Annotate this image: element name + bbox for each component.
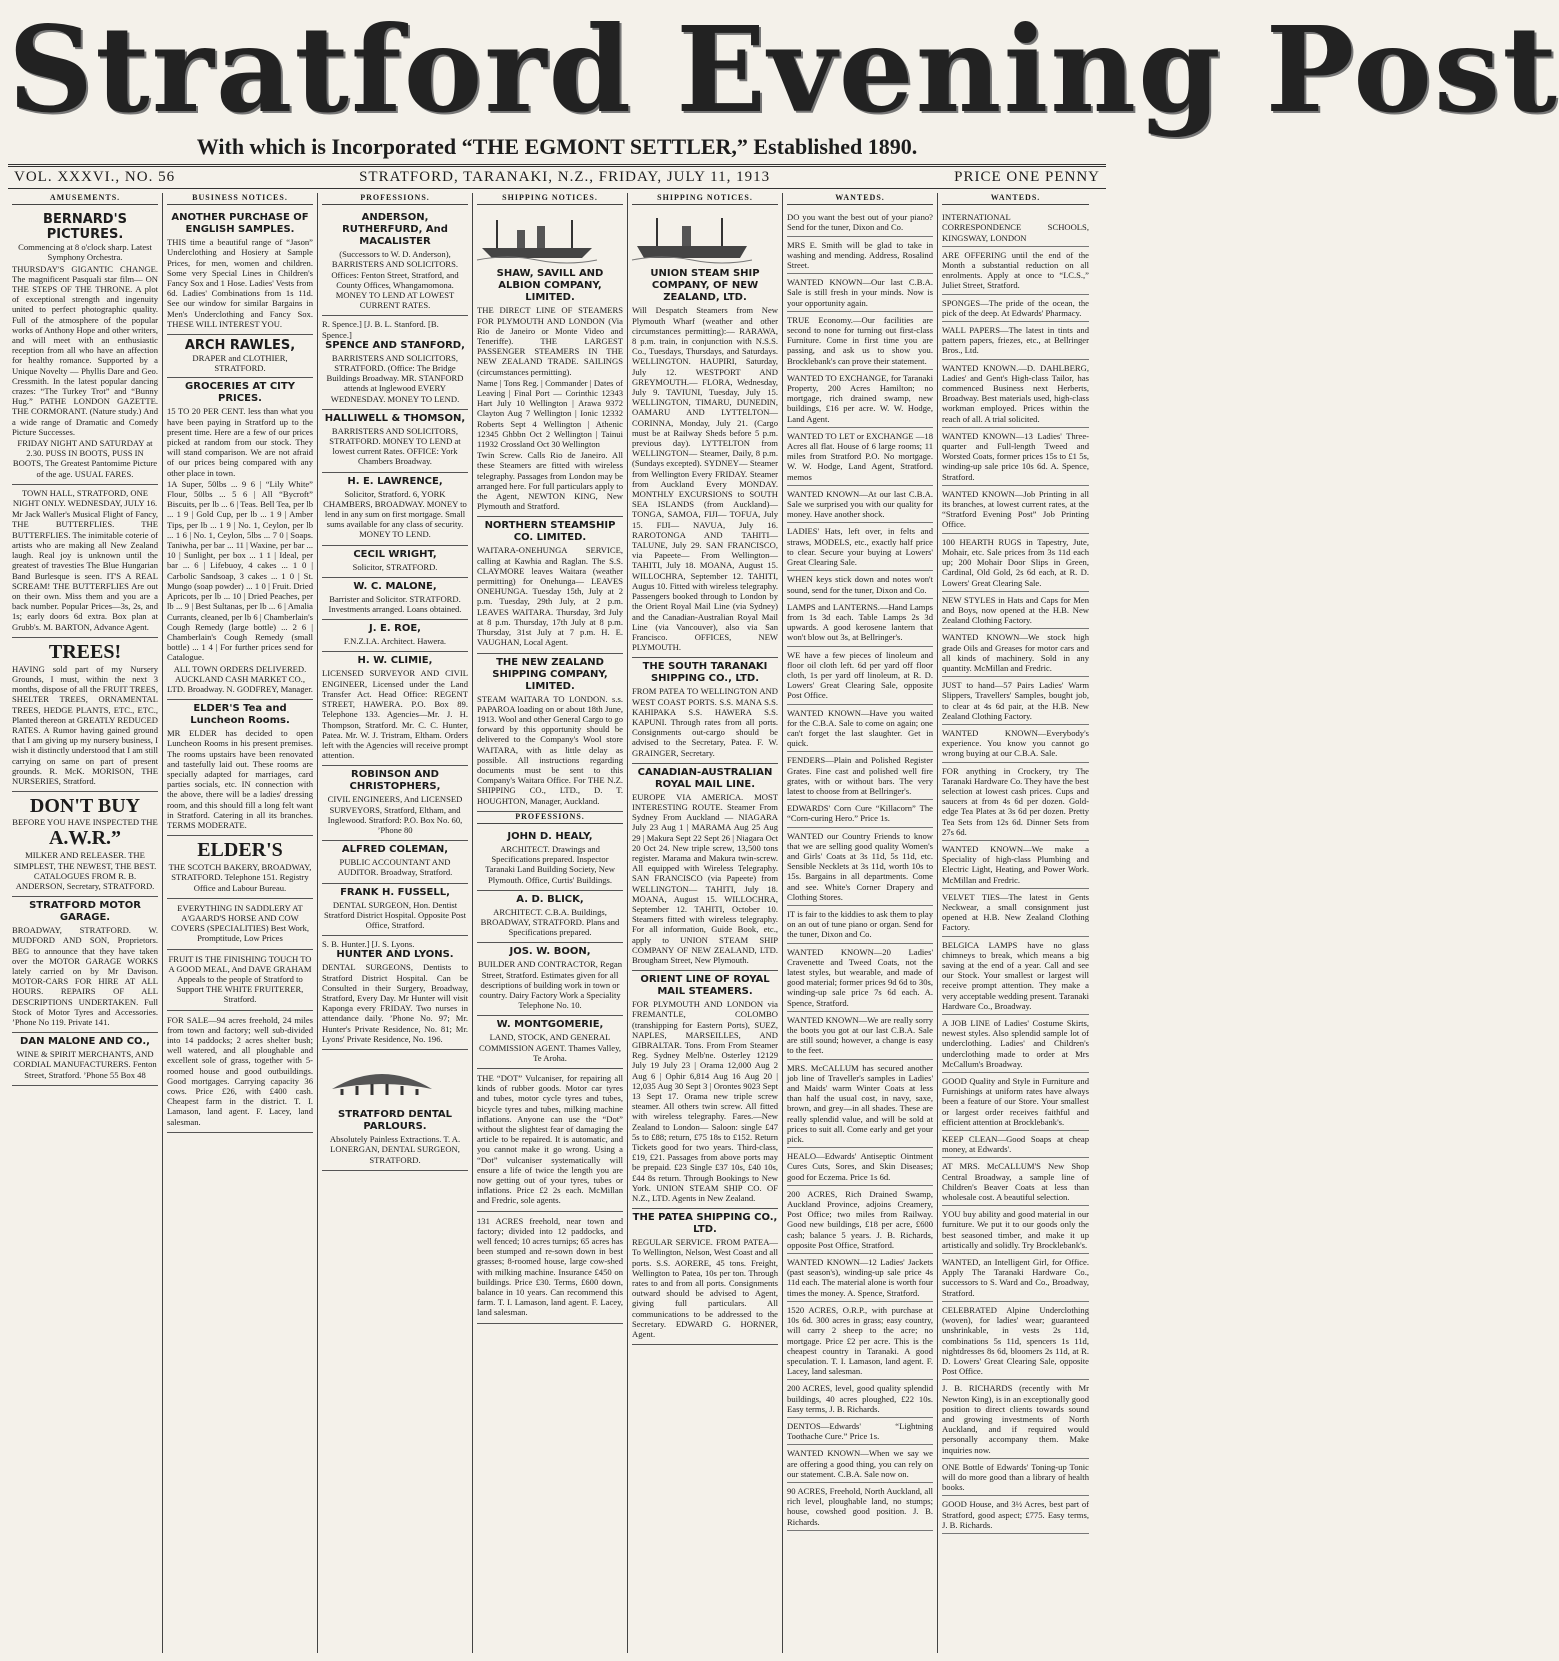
ad-title: ANOTHER PURCHASE OF ENGLISH SAMPLES. [171,212,309,236]
classified-text: TRUE Economy.—Our facilities are second to none for turning out first-class Furniture. Come in first time you are passing, and ask us to show you. Brocklebank's can prove their statement. [787,314,933,366]
dateline-bar [8,164,1106,189]
ad-cecil-wright [322,546,468,578]
classified-text: A JOB LINE of Ladies' Costume Skirts, newest styles. Also splendid sample lot of underclothing. Ladies' and Children's underclothing made to order at Mrs McCallum's Broadway. [942,1018,1089,1069]
classified-ad [942,1206,1089,1254]
classified-ad [942,1302,1089,1380]
ad-shaw-savill [477,209,623,517]
classified-text: WANTED KNOWN—Job Printing in all its branches, at lowest current rates, at the “Stratford Evening Post” Job Printing Office. [942,488,1089,530]
ad-body: Absolutely Painless Extractions. T. A. LONERGAN, DENTAL SURGEON, STRATFORD. [329,1134,461,1165]
classified-text: WE have a few pieces of linoleum and floor oil cloth left. 6d per yard off floor cloth, 1s per yard off linoleum, at R. D. Lowers' Great Clearing Sale, opposite Post Office. [787,649,933,701]
classified-ad [942,1380,1089,1458]
ad-body: DENTAL SURGEON, Hon. Dentist Stratford District Hospital. Opposite Post Office, Stratford. [323,899,467,930]
classified-ad [787,312,933,370]
classified-ad [787,237,933,275]
columns [8,193,1106,1653]
classified-text: YOU buy ability and good material in our furniture. We put it to our goods only the best seasoned timber, and make it up artistically and solidly. Try Brocklebank's. [942,1209,1089,1250]
classified-ad [942,534,1089,592]
ad-title: STRATFORD MOTOR GARAGE. [29,900,141,924]
classified-text: 100 HEARTH RUGS in Tapestry, Jute, Mohair, etc. Sale prices from 3s 11d each up; 200 Mohair Door Slips in Green, Cardinal, Old Gold, 2s 6d each, at R. D. Lowers' Great Clearing Sale. [942,536,1089,588]
ad-groceries [167,378,313,700]
ad-title: ROBINSON AND CHRISTOPHERS, [349,769,441,793]
ad-elders-rooms [167,700,313,836]
ad-trees [12,638,158,792]
classified-text: ARE OFFERING until the end of the Month a substantial reduction on all enrolments. Apply at once to “I.C.S.,” Juliet Street, Stratford. [942,249,1089,291]
column-shipping [473,193,628,1653]
ad-title: W. MONTGOMERIE, [496,1019,604,1031]
classified-text: DENTOS—Edwards' “Lightning Toothache Cure.” Price 1s. [787,1420,933,1442]
ad-title: DON'T BUY [29,795,141,818]
ad-body: BROADWAY, STRATFORD. W. MUDFORD AND SON, Proprietors. BEG to announce that they have taken over the MOTOR GARAGE WORKS lately carried on by Mr Davison. MOTOR-CARS FOR HIRE AT ALL HOURS. REPAIRS OF ALL DESCRIPTIONS UNDERTAKEN. Full Stock of Motor Tyres and Accessories. ’Phone No 119. Private 141. [12,925,158,1027]
masthead-subtitle: With which is Incorporated “THE EGMONT SETTLER,” Established 1890. [196,134,918,159]
price: PRICE ONE PENNY [954,169,1100,185]
column-heading: AMUSEMENTS. [12,193,158,205]
classified-ad [942,1015,1089,1073]
classified-ad [942,295,1089,322]
ad-wc-malone [322,578,468,620]
ad-title: CECIL WRIGHT, [353,548,437,560]
ad-title: FRANK H. FUSSELL, [340,886,450,898]
classified-ad [787,647,933,705]
ad-body: FOR PLYMOUTH AND LONDON via FREMANTLE, COLOMBO (transhipping for Eastern Ports), SUEZ, NAPLES, MARSEILLES, AND GIBRALTAR. Tons. From From Steamer Reg. Sydney Melb'ne. Osterley 12129 July 19 July 23 | Orama 12,000 Aug 2 Aug 6 | Ophir 6,814 Aug 16 Aug 20 | 12,035 Aug 30 Sept 3 | Orontes 9023 Sept 13 Sept 17. Orama new triple screw steamer. All others twin screw. All fitted with wireless telegraphy. Fares.—New Zealand to London— Saloon: single £47 5s to £88; return, £75 18s to £152. Return Tickets good for two years. Third-class, £19, £21. Passages from above ports may be prepaid. £23 Single £37 10s, £40 10s, £44 8s return. Through Bookings to New York. UNION STEAM SHIP CO. OF N.Z., LTD. Agents in New Zealand. [632,999,778,1204]
classified-text: SPONGES—The pride of the ocean, the pick of the deep. At Edwards' Pharmacy. [942,297,1089,318]
ad-title: SHAW, SAVILL AND ALBION COMPANY, LIMITED. [496,268,604,304]
ad-dental-parlours [322,1050,468,1171]
classified-ad [787,209,933,236]
ad-body: MR ELDER has decided to open Luncheon Rooms in his present premises. The rooms upstairs have been renovated and tastefully laid out. These rooms are specially adapted for marriages, card parties socials, etc. IN connection with the above, there will be a ladies' dressing room, and this should fill a long felt want in Stratford. Catering in all its branches. TERMS MODERATE. [167,728,313,830]
ad-title: THE SOUTH TARANAKI SHIPPING CO., LTD. [642,661,768,685]
ad-nz-shipping [477,654,623,812]
ad-131-acres [477,1212,623,1324]
ad-fussell [322,884,468,937]
ad-body: WAITARA-ONEHUNGA SERVICE, calling at Kawhia and Raglan. The S.S. CLAYMORE leaves Waitara (weather permitting) for Onehunga— LEAVES ONEHUNGA. Tuesday 15th, July at 2 p.m. Tuesday, 29th July, at 2 p.m. LEAVES WAITARA. Thursday, 3rd July at 8 p.m. Thursday, 17th July at 8 p.m. Thursday, 31st July at 7 p.m. H. E. VAUGHAN, Local Agent. [477,545,623,648]
column-wanteds-2 [938,193,1093,1653]
column-amusements [8,193,163,1653]
classified-text: FOR anything in Crockery, try The Taranaki Hardware Co. They have the best selection at lowest cash prices. Cups and saucers at from 4s 6d per dozen. Gold-edge Tea Plates at 3s 6d per dozen. Pretty Tea Sets from 12s 6d. Dinner Sets from 27s 6d. [942,765,1089,837]
classified-ad [787,1186,933,1254]
ad-body: ARCHITECT. C.B.A. Buildings, BROADWAY, STRATFORD. Plans and Specifications prepared. [480,906,620,938]
ad-body: Solicitor, STRATFORD. [352,561,438,572]
ad-title: THE PATEA SHIPPING CO., LTD. [632,1212,778,1236]
classified-text: MRS E. Smith will be glad to take in washing and mending. Address, Rosalind Street. [787,239,933,271]
ad-body: THE SCOTCH BAKERY, BROADWAY, STRATFORD. Telephone 151. Registry Office and Labour Bureau. [168,862,312,893]
ad-title: TREES! [48,640,122,663]
ad-patea-shipping [632,1209,778,1345]
classified-ad [787,705,933,753]
steamship-illustration-icon [632,214,752,262]
ad-boon [477,943,623,1016]
classified-text: WANTED KNOWN—Our last C.B.A. Sale is still fresh in your minds. Now is your opportunity again. [787,277,933,308]
classified-text: WANTED KNOWN—13 Ladies' Three-quarter and Full-length Tweed and Worsted Coats, former prices 15s to £1 5s, winding-up sale price 10s 6d. A. Spence, Stratford. [942,430,1089,482]
ad-title: HUNTER AND LYONS. [336,949,454,961]
ad-blick [477,891,623,944]
classified-text: WANTED KNOWN—Have you waited for the C.B.A. Sale to come on again; one can't forget the last slaughter. Get in quick. [787,707,933,749]
ad-saddlery [167,899,313,950]
classified-ad [942,725,1089,763]
ad-body: BEFORE YOU HAVE INSPECTED THE [12,817,158,828]
ad-body: BUILDER AND CONTRACTOR, Regan Street, Stratford. Estimates given for all descriptions of building work in town or country. Dairy Factory Work a Speciality Telephone No. 10. [477,959,623,1011]
classified-ad [942,486,1089,534]
column-heading: SHIPPING NOTICES. [632,193,778,205]
classified-ad [787,486,933,524]
ad-body: PUBLIC ACCOUNTANT AND AUDITOR. Broadway, Stratford. [337,857,453,878]
classified-ad [787,752,933,800]
price-list: 1A Super, 50lbs ... 9 6 | “Lily White” Flour, 50lbs ... 5 6 | All “Bycroft” Biscuits, per lb ... 6 | Teas. Bell Tea, per lb ... 1 9 | Gold Cup, per lb ... 1 9 | Amber Tips, per lb ... 1 9 | No. 1, Ceylon, per lb ... 1 6 | No. 1, Ceylon, 5lbs ... 7 0 | Soaps. Taniwha, per bar ... 11 | Waxine, per bar ... 10 | Sunlight, per box ... 1 1 | Ideal, per bar ... 6 | Lifebuoy, 4 cakes ... 1 0 | Carbolic Sandsoap, 3 cakes ... 1 0 | St. Mungo (soap powder) ... 1 0 | Fruit. Dried Apricots, per lb ... 10 | Dried Peaches, per lb ... 9 | Best Sultanas, per lb ... 6 | Amalia Currants, cleaned, per lb 6 | Chamberlain's Cough Remedy (large bottle) ... 2 6 | Chamberlain's Cough Remedy (small bottle) ... 1 4 | For further prices send for Catalogue. [167,478,313,663]
classified-ad [942,1131,1089,1158]
classified-ad [787,906,933,944]
ad-title: ARCH RAWLES, [184,338,296,354]
classified-text: WHEN keys stick down and notes won't sound, send for the tuner, Dixon and Co. [787,574,933,595]
ad-for-sale [167,1011,313,1133]
column-heading: PROFESSIONS. [322,193,468,205]
classified-ad [942,629,1089,677]
classified-text: GOOD House, and 3½ Acres, best part of Stratford, good aspect; £775. Easy terms, J. B. Richards. [942,1499,1089,1530]
classified-ad [942,937,1089,1015]
ad-title: ANDERSON, RUTHERFURD, And MACALISTER [342,212,448,248]
volume-number: VOL. XXXVI., NO. 56 [14,169,176,185]
ad-body: MILKER AND RELEASER. THE SIMPLEST, THE NEWEST, THE BEST. CATALOGUES FROM R. B. ANDERSON, Secretary, STRATFORD. [13,850,157,891]
classified-ad [787,1380,933,1418]
classified-ad [787,944,933,1012]
classified-text: FENDERS—Plain and Polished Register Grates. Fine cast and polished well fire grates, with or without bars. The very latest to choose from at Bellringer's. [787,755,933,796]
ad-title: H. E. LAWRENCE, [347,475,443,487]
ad-fruiterer [167,950,313,1011]
classified-ad [942,592,1089,630]
ad-body: LAND, STOCK, AND GENERAL COMMISSION AGENT. Thames Valley, Te Aroha. [479,1032,621,1063]
classified-text: INTERNATIONAL CORRESPONDENCE SCHOOLS, KINGSWAY, LONDON [942,212,1089,243]
ad-body: EVERYTHING IN SADDLERY AT A'GAARD'S HORSE AND COW COVERS (SPECIALITIES) Best Work, Promptitude, Low Prices [170,902,310,944]
ad-title: CANADIAN-AUSTRALIAN ROYAL MAIL LINE. [637,766,773,790]
classified-text: WANTED KNOWN.—D. DAHLBERG, Ladies' and Gent's High-class Tailor, has commenced Business next Herberts, Broadway. Best materials used, high-class workman employed. Prices within the reach of all. A trial solicited. [942,362,1089,424]
ad-body: FROM PATEA TO WELLINGTON AND WEST COAST PORTS. S.S. MANA S.S. KAHIPAKA S.S. HAWERA S.S. KAPUNI. Through rates from all ports. Consignments out-cargo should be advised to the Secretary, Patea. F. W. GRAINGER, Secretary. [632,686,778,758]
ad-body: F.N.Z.I.A. Architect. Hawera. [343,636,447,647]
classified-ad [787,1483,933,1531]
ad-canadian-australian [632,764,778,971]
classified-text: 1520 ACRES, O.R.P., with purchase at 10s 6d. 300 acres in grass; easy country, will carry 2 sheep to the acre; no mortgage. Price £2 per acre. This is the cheapest country in Taranaki. A good speculation. T. I. Lamason, land agent. F. Lacey, land salesman. [787,1304,933,1377]
classified-ad [942,1459,1089,1497]
ad-body: BARRISTERS AND SOLICITORS, STRATFORD. (Office: The Bridge Buildings Broadway. MR. STANFORD attends at Inglewood EVERY WEDNESDAY. MONEY TO LEND. [326,352,464,404]
ad-body: Solicitor, Stratford. 6, YORK CHAMBERS, BROADWAY. MONEY to lend in any sum on first mortgage. Small sums available for any class of security. MONEY TO LEND. [323,488,467,540]
classified-text: BELGICA LAMPS have no glass chimneys to break, which means a big saving at the end of a year. Call and see our Stock. Your smallest or largest will receive prompt attention. They make a very acceptable wedding present. Taranaki Hardware Co., Broadway. [942,939,1089,1011]
ad-body: THURSDAY'S GIGANTIC CHANGE. The magnificent Pasquali star film— ON THE STEPS OF THE THRONE. A plot of exceptional strength and ingenuity united to perfect photographic quality. Full of the atmosphere of the popular works of Anthony Hope and other writers, and will meet with an enthusiastic reception from all who have an affection for healthy romance. Supported by a Unique Novelty — Phyllis Dare and Geo. Cressmith. In the latest popular dancing crazes: “The Turkey Trot” and “Bunny Hug.” PATHE LONDON GAZETTE. THE CORMORANT. (Nature study.) And a wide range of Dramatic and Comedy Picture Successes. [12,263,158,437]
classified-ad [787,428,933,486]
classified-ad [787,1418,933,1445]
ad-south-taranaki [632,658,778,763]
ad-orient-line [632,971,778,1209]
classified-text: DO you want the best out of your piano? Send for the tuner, Dixon and Co. [787,212,933,233]
ad-hunter-lyons [322,936,468,1050]
column-heading: WANTEDS. [787,193,933,205]
classified-text: GOOD Quality and Style in Furniture and Furnishings at uniform rates have always been a feature of our Store. Your smallest or largest order receives faithful and efficient attention at Brocklebank's. [942,1076,1089,1127]
classified-ad [787,828,933,906]
denture-illustration-icon [322,1055,442,1103]
classified-text: 200 ACRES, level, good quality splendid buildings, 40 acres ploughed, £22 10s. Easy terms, J. B. Richards. [787,1383,933,1414]
ad-climie [322,652,468,766]
column-business [163,193,318,1653]
classified-text: KEEP CLEAN—Good Soaps at cheap money, at Edwards'. [942,1134,1089,1155]
ad-title: NORTHERN STEAMSHIP CO. LIMITED. [484,520,616,544]
ad-body: WINE & SPIRIT MERCHANTS, AND CORDIAL MANUFACTURERS. Fenton Street, Stratford. ’Phone 55 Box 48 [13,1049,157,1080]
classified-ad [787,1012,933,1060]
ad-scotch-bakery [167,836,313,899]
classified-ad [787,523,933,571]
column-shipping-2 [628,193,783,1653]
classified-ad [787,1302,933,1380]
classified-text: MRS. McCALLUM has secured another job line of Traveller's samples in Ladies' and Maids' warm Winter Coats at less than half the usual cost, in navy, saxe, brown, and grey—in all shades. These are really splendid value, and will be sold at prices to suit all. Come early and get your pick. [787,1062,933,1145]
classified-text: ONE Bottle of Edwards' Toning-up Tonic will do more good than a library of health books. [942,1461,1089,1493]
ad-anderson [322,209,468,316]
ad-body: LICENSED SURVEYOR AND CIVIL ENGINEER, Licensed under the Land Transfer Act. Head Office: REGENT STREET, HAWERA. P.O. Box 89. Telephone 133. Agencies—Mr. J. H. Thompson, Stratford. Mr. C. C. Hunter, Patea. Mr. W. J. Tristram, Eltham. Orders left with the Agencies will receive prompt attention. [322,668,468,761]
classified-ad [942,1158,1089,1206]
classified-text: WANTED KNOWN—When we say we are offering a good thing, you can rely on our statement. C.B.A. Sale now on. [787,1448,933,1479]
ad-body: ALL TOWN ORDERS DELIVERED. AUCKLAND CASH MARKET CO., LTD. Broadway. N. GODFREY, Manager. [167,663,313,694]
ad-body: THE “DOT” Vulcaniser, for repairing all kinds of rubber goods. Motor car tyres and tubes, motor cycle tyres and tubes, bicycle tyres and tubes, milking machine inflations. Anyone can use the “Dot” without the slightest fear of damaging the article to be repaired. It is automatic, and you cannot make it go wrong. Using a “Dot” vulcaniser systematically will ensure a life of twice the length you are now getting out of your tyres, tubes or inflations. Price £2 2s each. McMillan and Fredric, sole agents. [477,1072,623,1206]
ad-title: J. E. ROE, [369,623,421,635]
classified-text: VELVET TIES—The latest in Gents Neckwear, a small consignment just opened at H.B. New Zealand Clothing Factory. [942,891,1089,933]
classified-text: HEALO—Edwards' Antiseptic Ointment Cures Cuts, Sores, and Skin Diseases; good for Eczema. Price 1s 6d. [787,1151,933,1182]
ad-body: 131 ACRES freehold, near town and factory; divided into 12 paddocks, and well fenced; 10 acres turnips; 65 acres has been stumped and re-sown down in best grasses; 8-roomed house, large cow-shed with milking machine. Insurance £450 on buildings. Price £30. Terms, £600 down, balance in 10 years. Can recommend this farm. T. I. Lamason, land agent. F. Lacey, land salesman. [477,1215,623,1318]
ad-body: HAVING sold part of my Nursery Grounds, I must, within the next 3 months, dispose of all the FRUIT TREES, SHELTER TREES, ORNAMENTAL TREES, HEDGE PLANTS, ETC., ETC., Planted thereon at GREATLY REDUCED RATES. A Rumor having gained ground that I am giving up my nursery business, I wish it distinctly understood that I am still carrying on same on part of present grounds. R. McK. MORISON, THE NURSERIES, Stratford. [12,663,158,786]
ad-halliwell [322,410,468,473]
column-heading: WANTEDS. [942,193,1089,205]
ad-title: A. D. BLICK, [516,893,584,905]
section-heading: PROFESSIONS. [477,812,623,824]
ad-body: THE DIRECT LINE OF STEAMERS FOR PLYMOUTH AND LONDON (Via Rio de Janeiro or Monte Video and Teneriffe). THE LARGEST PASSENGER STEAMERS IN THE NEW ZEALAND TRADE. SAILINGS (circumstances permitting). [477,305,623,377]
ad-title: ELDER'S Tea and Luncheon Rooms. [190,703,290,727]
classified-text: WANTED KNOWN—Everybody's experience. You know you cannot go wrong buying at our C.B.A. Sale. [942,727,1089,759]
classified-ad [942,1496,1089,1534]
ad-northern-steamship [477,517,623,653]
classified-ad [942,322,1089,360]
ad-body: REGULAR SERVICE. FROM PATEA— To Wellington, Nelson, West Coast and all ports. S.S. AORERE, 45 tons. Freight, Wellington to Patea, 10s per ton. Through rates to and from all ports. Consignments outward should be advised to Agent, giving full particulars. All communications to be addressed to the Secretary. EDWARD G. HORNER, Agent. [632,1237,778,1340]
sailings-table: Name | Tons Reg. | Commander | Dates of Leaving | Final Port — Corinthic 12343 Hart July 10 Wellington | Arawa 9372 Clayton Aug 7 Wellington | Ionic 12332 Roberts Sept 4 Wellington | Athenic 12345 Ghbbn Oct 2 Wellington | Tainui 11932 Crossland Oct 30 Wellington [477,377,623,450]
ad-body: CIVIL ENGINEERS, And LICENSED SURVEYORS, Stratford, Eltham, and Inglewood. Stratford: P.O. Box No. 60, ’Phone 80 [327,794,463,835]
classified-text: WANTED TO LET or EXCHANGE —18 Acres all flat. House of 6 large rooms; 11 miles from Stratford P.O. No mortgage. W. W. Hodge, Land Agent, Stratford. memos [787,430,933,482]
classified-text: WALL PAPERS—The latest in tints and pattern papers, friezes, etc., at Bellringer Bros., Ltd. [942,325,1089,356]
ad-title: JOHN D. HEALY, [507,830,593,842]
classified-text: WANTED KNOWN—20 Ladies' Cravenette and Tweed Coats, not the latest styles, but wearable, and made of good material; former prices 9d 6d to 30s, winding-up sale price 7s 6d each. A. Spence, Stratford. [787,946,933,1008]
ad-union-steam-ship [632,209,778,658]
classified-ad [942,889,1089,937]
ad-robinson [322,766,468,841]
ad-je-roe [322,620,468,652]
ad-subtitle: Commencing at 8 o'clock sharp. Latest Symphony Orchestra. [18,242,152,263]
steamship-illustration-icon [477,214,597,262]
ad-body: EUROPE VIA AMERICA. MOST INTERESTING ROUTE. Steamer From Sydney From Auckland — NIAGARA July 23 Aug 1 | MARAMA Aug 25 Aug 29 | Makura Sept 22 Sept 26 | Niagara Oct 20 Oct 24. New triple screw, 13,500 tons register. Marama and Makura twin-screw. All equipped with Wireless Telegraphy. SAN FRANCISCO (via Papeete) from WELLINGTON— TAHITI, July 18. MOANA, August 15. WILLOCHRA, September 12. TAHITI, October 10. Steamers fitted with wireless telegraphy. For all information, Guide Book, etc., apply to UNION STEAM SHIP COMPANY OF NEW ZEALAND, LTD. Brougham Street, New Plymouth. [632,791,778,965]
ad-title: H. W. CLIMIE, [357,655,433,667]
classified-text: WANTED KNOWN—12 Ladies' Jackets (past season's), winding-up sale price 4s 11d each. The material alone is worth four times the money. A. Spence, Stratford. [787,1257,933,1298]
ad-dot-vulcaniser [477,1069,623,1212]
classified-ad [787,599,933,647]
classified-text: 200 ACRES, Rich Drained Swamp, Auckland Province, adjoins Creamery, Post Office; two miles from Railway. Good new buildings, £18 per acre, £600 cash; balance 5 years. J. B. Richards, opposite Post Office, Stratford. [787,1188,933,1250]
ad-body: Barrister and Solicitor. STRATFORD. Investments arranged. Loans obtained. [328,593,462,615]
classified-text: WANTED KNOWN—We are really sorry the boots you got at our last C.B.A. Sale are still sound; however, a change is easy to the feet. [787,1014,933,1056]
classified-text: J. B. RICHARDS (recently with Mr Newton King), is in an exceptionally good position to direct clients towards sound and growing investments of North Auckland, and if required would personally accompany them. Make inquiries now. [942,1383,1089,1455]
dateline: STRATFORD, TARANAKI, N.Z., FRIDAY, JULY 11, 1913 [359,169,771,185]
ad-bernards-pictures [12,209,158,485]
ad-body: DRAPER and CLOTHIER, STRATFORD. [192,353,288,374]
classified-text: 90 ACRES, Freehold, North Auckland, all rich level, ploughable land, no stumps; house, cowshed good position. J. B. Richards. [787,1485,933,1527]
classified-ad [787,1445,933,1483]
classified-ad [787,1148,933,1186]
ad-dan-malone [12,1033,158,1086]
classified-text: WANTED TO EXCHANGE, for Taranaki Property, 200 Acres Hamilton; no mortgage, rich drained swamp, new buildings, £16 per acre. W. W. Hodge, Land Agent. [787,372,933,424]
ad-body: Will Despatch Steamers from New Plymouth Wharf (weather and other circumstances permitting):— RARAWA, 8 p.m. train, in conjunction with N.S.S. Co., Tuesdays, Thursdays, and Saturdays. WELLINGTON. HAUPIRI, Saturday, July 12. WESTPORT AND GREYMOUTH.— FLORA, Wednesday, July 9. TAVIUNI, Tuesday, July 15. WELLINGTON, TIMARU, DUNEDIN, OAMARU AND LYTTELTON— CORINNA, Monday, July 21. (Cargo must be at Railway Sheds before 5 p.m. previous day). LYTTELTON from WELLINGTON— Steamer, Daily, 8 p.m. (Sundays excepted). SYDNEY— Steamer from Wellington Every FRIDAY. Steamer from Auckland Every MONDAY. MONTHLY EXCURSIONS to SOUTH SEA ISLANDS (from Auckland)— TONGA, SAMOA, FIJI— TOFUA, July 15. FIJI— NAVUA, July 16. RAROTONGA AND TAHITI— TALUNE, July 29. SAN FRANCISCO, via Papeete— From Wellington— TAHITI, July 18. MOANA, August 15. WILLOCHRA, September 12. TAHITI, Augus 10. Fitted with wireless telegraphy. Passengers booked through to London by the Orient Royal Mail Line (via Sydney) and the Canadian-Australian Royal Mail Line (via Vancouver), also via San Francisco. OFFICES, NEW PLYMOUTH. [632,305,778,653]
ad-title: ALFRED COLEMAN, [341,844,449,856]
ad-body: 15 TO 20 PER CENT. less than what you have been paying in Stratford up to the present time. Here are a few of our prices picked at random from our stock. They will stand comparison. We are not afraid of our prices being compared with any other place in town. [167,406,313,478]
classified-text: NEW STYLES in Hats and Caps for Men and Boys, now opened at the H.B. New Zealand Clothing Factory. [942,594,1089,626]
ad-lawrence [322,473,468,546]
classified-text: IT is fair to the kiddies to ask them to play on an out of tune piano or organ. Send for the tuner, Dixon and Co. [787,908,933,940]
classified-ad [942,677,1089,725]
ad-awr-milker [12,792,158,897]
ad-healy [477,828,623,891]
ad-body: FRIDAY NIGHT AND SATURDAY at 2.30. PUSS IN BOOTS, PUSS IN BOOTS, The Greatest Pantomime Picture of the age. USUAL FARES. [12,438,158,479]
ad-title: ELDER'S [197,839,283,862]
ad-body: FRUIT IS THE FINISHING TOUCH TO A GOOD MEAL, And DAVE GRAHAM Appeals to the people of Stratford to Support THE WHITE FRUITERER, Stratford. [168,953,312,1005]
ad-body: (Successors to W. D. Anderson), BARRISTERS AND SOLICITORS. Offices: Fenton Street, Stratford, and County Offices, Whangamomona. MONEY TO LEND AT LOWEST CURRENT RATES. [331,249,459,311]
ad-title: UNION STEAM SHIP COMPANY, OF NEW ZEALAND, LTD. [650,268,760,304]
classified-text: WANTED our Country Friends to know that we are selling good quality Women's and Girls' Coats at 3s 11d, 5s 11d, etc. Sensible Necklets at 3s 11d, worth 10s to 15s. Bargains in all departments. Come and see. White's Corner Drapery and Clothing Stores. [787,830,933,902]
classified-text: LADIES' Hats, left over, in felts and straws, MODELS, etc., exactly half price to clear. Secure your buying at Lowers' Great Clearing Sale. [787,526,933,568]
classified-ad [787,1254,933,1302]
ad-title: JOS. W. BOON, [509,946,591,958]
classified-text: EDWARDS' Corn Cure “Killacorn” The “Corn-curing Hero.” Price 1s. [787,803,933,824]
ad-montgomerie [477,1016,623,1069]
ad-title: DAN MALONE AND CO., [20,1036,150,1048]
ad-english-samples [167,209,313,335]
ad-body: FOR SALE—94 acres freehold, 24 miles from town and factory; well sub-divided into 14 paddocks; 2 acres shelter bush; well watered, and all ploughable and excellent sole of grass, together with 5-roomed house and good outbuildings. Good mortgages. Carrying capacity 36 cows. Price £26, with £400 cash. Cheapest farm in the district. T. I. Lamason, land agent. F. Lacey, land salesman. [167,1014,313,1127]
ad-big-text: A.W.R.” [48,827,122,850]
ad-town-hall [12,485,158,638]
classified-text: WANTED, an Intelligent Girl, for Office. Apply The Taranaki Hardware Co., successors to S. Ward and Co., Broadway, Stratford. [942,1257,1089,1298]
classified-ad [942,763,1089,841]
classified-ad [942,1073,1089,1131]
ad-title: SPENCE AND STANFORD, [325,339,465,351]
classified-ad [787,571,933,598]
classified-ad [787,274,933,312]
classified-ad [787,370,933,428]
ad-body: ARCHITECT. Drawings and Specifications prepared. Inspector Taranaki Land Building Society, New Plymouth. Office, Curtis' Buildings. [485,843,615,885]
classified-ad [942,360,1089,428]
ad-meta: S. B. Hunter.] [J. S. Lyons. [322,939,415,950]
ad-body: DENTAL SURGEONS, Dentists to Stratford District Hospital. Can be Consulted in their Surgery, Broadway, Stratford, Every Day. Mr Hunter will visit Kaponga every FRIDAY. Two nurses in attendance daily. ’Phone No. 97; Mr. Hunter's Private Residence, No. 81; Mr. Lyons' Private Residence, No. 196. [322,962,468,1044]
ad-coleman [322,841,468,883]
classified-ad [787,1060,933,1149]
classified-ad [942,247,1089,295]
ad-body: THIS time a beautiful range of “Jason” Underclothing and Hosiery at Sample Prices, for men, women and children. Some very Special Lines in Children's Fancy Sox and 1 Hose. Ladies' Vests from 6d. Ladies' Combinations from 1s 11d. See our window for similar Bargains in Men's Underclothing and Fancy Sox. THESE WILL INTEREST YOU. [167,237,313,329]
classified-text: WANTED KNOWN—At our last C.B.A. Sale we surprised you with our quality for money. Have another shock. [787,488,933,520]
classified-ad [787,800,933,827]
ad-meta: R. Spence.] [J. B. L. Stanford. [B. Spence.] [322,319,439,340]
classified-text: AT MRS. McCALLUM'S New Shop Central Broadway, a sample line of Children's Beaver Coats at less than wholesale cost. A beautiful selection. [942,1161,1089,1203]
classified-ad [942,1254,1089,1302]
ad-arch-rawles [167,335,313,378]
classified-ad [942,209,1089,247]
ad-title: ORIENT LINE OF ROYAL MAIL STEAMERS. [640,974,770,998]
classified-text: JUST to hand—57 Pairs Ladies' Warm Slippers, Travellers' Samples, bought job, to clear at 4s 6d pair, at the H.B. New Zealand Clothing Factory. [942,680,1089,721]
ad-title: STRATFORD DENTAL PARLOURS. [338,1109,452,1133]
classified-ad [942,841,1089,889]
ad-title: W. C. MALONE, [353,580,437,592]
column-professions [318,193,473,1653]
ad-spence-stanford [322,316,468,409]
classified-text: WANTED KNOWN—We stock high grade Oils and Greases for motor cars and all kinds of machinery. Sold in any quantity. McMillan and Fredric. [942,632,1089,673]
column-heading: SHIPPING NOTICES. [477,193,623,205]
ad-body: BARRISTERS AND SOLICITORS, STRATFORD. MONEY TO LEND at lowest current Rates. OFFICE: York Chambers Broadway. [329,425,461,467]
ad-title: HALLIWELL & THOMSON, [324,412,466,424]
classified-ad [942,428,1089,486]
classified-text: CELEBRATED Alpine Underclothing (woven), for ladies' wear; guaranteed unshrinkable, in vests 2s 11d, combinations 5s 11d, spencers 1s 11d, nightdresses 8s 6d, bloomers 2s 11d, at R. D. Lowers' Great Clearing Sale, opposite Post Office. [942,1304,1089,1377]
ad-title: TOWN HALL, STRATFORD, ONE NIGHT ONLY. WEDNESDAY, JULY 16. [12,487,158,509]
classified-text: WANTED KNOWN—We make a Speciality of high-class Plumbing and Electric Light, Heating, and Power Work. McMillan and Fredric. [942,843,1089,885]
classified-text: LAMPS and LANTERNS.—Hand Lamps from 1s 3d each. Table Lamps 2s 3d upwards. A good kerosene lantern that won't blow out 3s, at Bellringer's. [787,601,933,643]
ad-body: Twin Screw. Calls Rio de Janeiro. All these Steamers are fitted with wireless telegraphy. Passages from London may be arranged here. For full particulars apply to the Agent, NEWTON KING, New Plymouth and Stratford. [477,450,623,512]
ad-title: THE NEW ZEALAND SHIPPING COMPANY, LIMITED. [492,656,608,692]
ad-body: Mr Jack Waller's Musical Flight of Fancy, THE BUTTERFLIES. THE BUTTERFLIES. The inimitable coterie of artists who are making all New Zealand laugh. Real joy is unknown until the greatest of travesties The Blue Hungarian Band Burlesque is seen. IT'S A REAL SCREAM! THE BUTTERFLIES Are out on their own. Miss them and you are a back number. Popular Prices—3s, 2s, and 1s; early doors 6d extra. Box plan at Grubb's. M. BARTON, Advance Agent. [12,509,158,632]
masthead-title: Stratford Evening Post [8,0,1559,139]
ad-title: GROCERIES AT CITY PRICES. [185,381,295,405]
ad-body: STEAM WAITARA TO LONDON. s.s. PAPAROA loading on or about 18th June, 1913. Wool and other General Cargo to go forward by this opportunity should be delivered to the Company's Wool store WAITARA, with as little delay as possible. All instructions regarding documents must be sent to this Company's Waitara Office. For THE N.Z. SHIPPING CO., LTD., D. T. HOUGHTON, Manager, Auckland. [477,693,624,806]
ad-title: BERNARD'S PICTURES. [43,212,127,243]
ad-motor-garage [12,897,158,1033]
column-wanteds [783,193,938,1653]
column-heading: BUSINESS NOTICES. [167,193,313,205]
